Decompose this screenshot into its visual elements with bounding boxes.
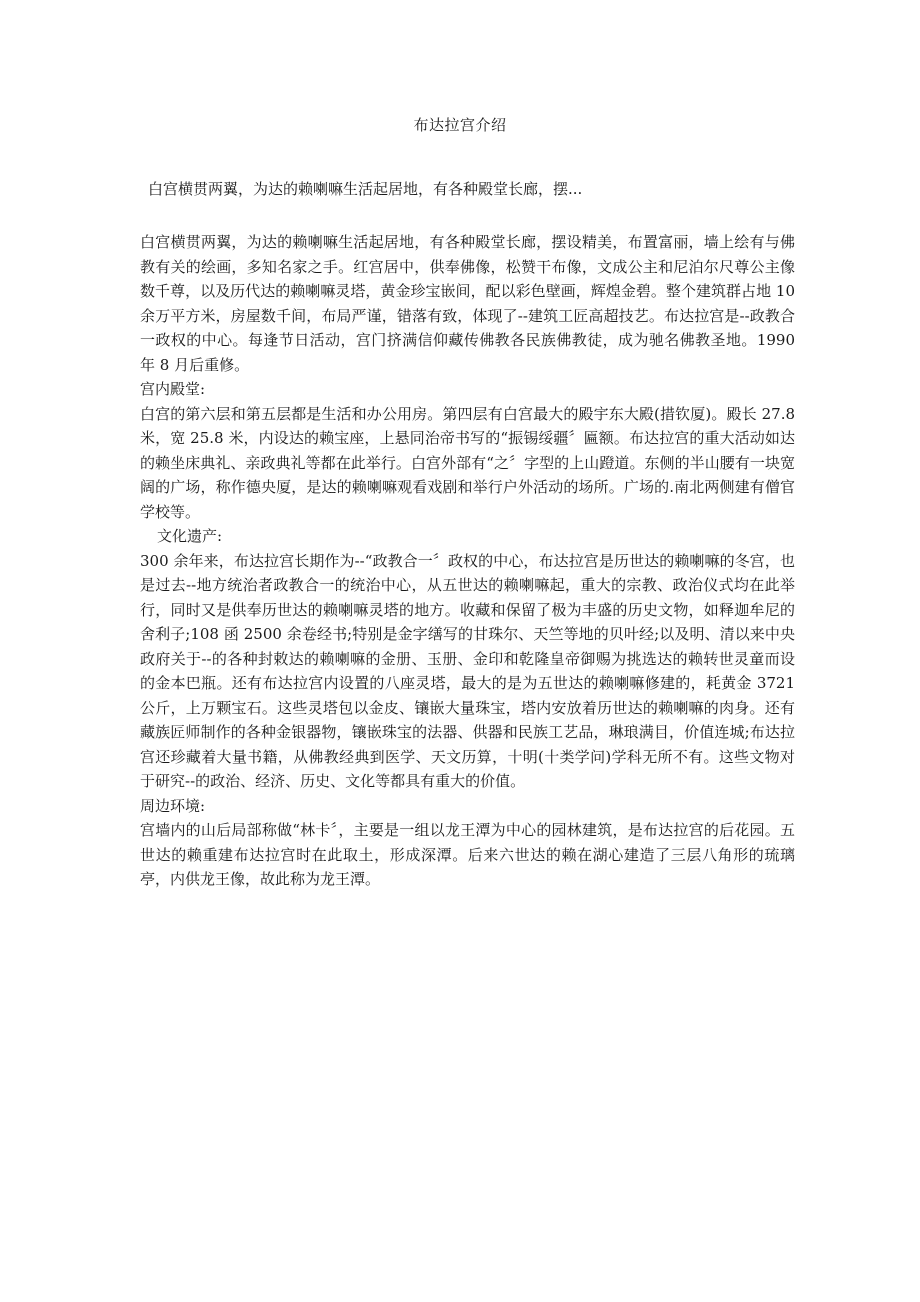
document-summary: 白宫横贯两翼，为达的赖喇嘛生活起居地，有各种殿堂长廊，摆... [148,180,583,198]
section-heading-palace-halls: 宫内殿堂: [140,380,206,398]
document-body [140,230,795,892]
section-heading-cultural-heritage: 文化遗产: [157,527,223,545]
intro-paragraph: 白宫横贯两翼，为达的赖喇嘛生活起居地，有各种殿堂长廊，摆设精美，布置富丽，墙上绘有与佛教有关的绘画，多知名家之手。红宫居中，供奉佛像，松赞干布像，文成公主和尼泊尔尺尊公主像数千尊，以及历代达的赖喇嘛灵塔，黄金珍宝嵌间，配以彩色壁画，辉煌金碧。整个建筑群占地 10 余万平方米，房屋数千间，布局严谨，错落有致，体现了--建筑工匠高超技艺。布达拉宫是--政教合一政权的中心。每逢节日活动，宫门挤满信仰藏传佛教各民族佛教徒，成为驰名佛教圣地。1990 年 8 月后重修。 [140,233,795,374]
surroundings-paragraph: 宫墙内的山后局部称做“林卡〞，主要是一组以龙王潭为中心的园林建筑，是布达拉宫的后花园。五世达的赖重建布达拉宫时在此取土，形成深潭。后来六世达的赖在湖心建造了三层八角形的琉璃亭，内供龙王像，故此称为龙王潭。 [140,821,795,888]
section-heading-surroundings: 周边环境: [140,796,206,815]
document-title: 布达拉宫介绍 [413,116,507,134]
palace-halls-paragraph: 白宫的第六层和第五层都是生活和办公用房。第四层有白宫最大的殿宇东大殿(措钦厦)。殿长 27.8 米，宽 25.8 米，内设达的赖宝座，上悬同治帝书写的“振锡绥疆〞匾额。布达拉宫的重大活动如达的赖坐床典礼、亲政典礼等都在此举行。白宫外部有“之〞字型的上山蹬道。东侧的半山腰有一块宽阔的广场，称作德央厦，是达的赖喇嘛观看戏剧和举行户外活动的场所。广场的.南北两侧建有僧官学校等。 [140,404,795,521]
cultural-heritage-paragraph: 300 余年来，布达拉宫长期作为--“政教合一〞政权的中心，布达拉宫是历世达的赖喇嘛的冬宫，也是过去--地方统治者政教合一的统治中心，从五世达的赖喇嘛起，重大的宗教、政治仪式均在此举行，同时又是供奉历世达的赖喇嘛灵塔的地方。收藏和保留了极为丰盛的历史文物，如释迦牟尼的舍利子;108 函 2500 余卷经书;特别是金字缮写的甘珠尔、天竺等地的贝叶经;以及明、清以来中央政府关于--的各种封敕达的赖喇嘛的金册、玉册、金印和乾隆皇帝御赐为挑选达的赖转世灵童而设的金本巴瓶。还有布达拉宫内设置的八座灵塔，最大的是为五世达的赖喇嘛修建的，耗黄金 3721 公斤，上万颗宝石。这些灵塔包以金皮、镶嵌大量珠宝，塔内安放着历世达的赖喇嘛的肉身。还有藏族匠师制作的各种金银器物，镶嵌珠宝的法器、供器和民族工艺品，琳琅满目，价值连城;布达拉宫还珍藏着大量书籍，从佛教经典到医学、天文历算，十明(十类学问)学科无所不有。这些文物对于研究--的政治、经济、历史、文化等都具有重大的价值。 [140,551,795,790]
